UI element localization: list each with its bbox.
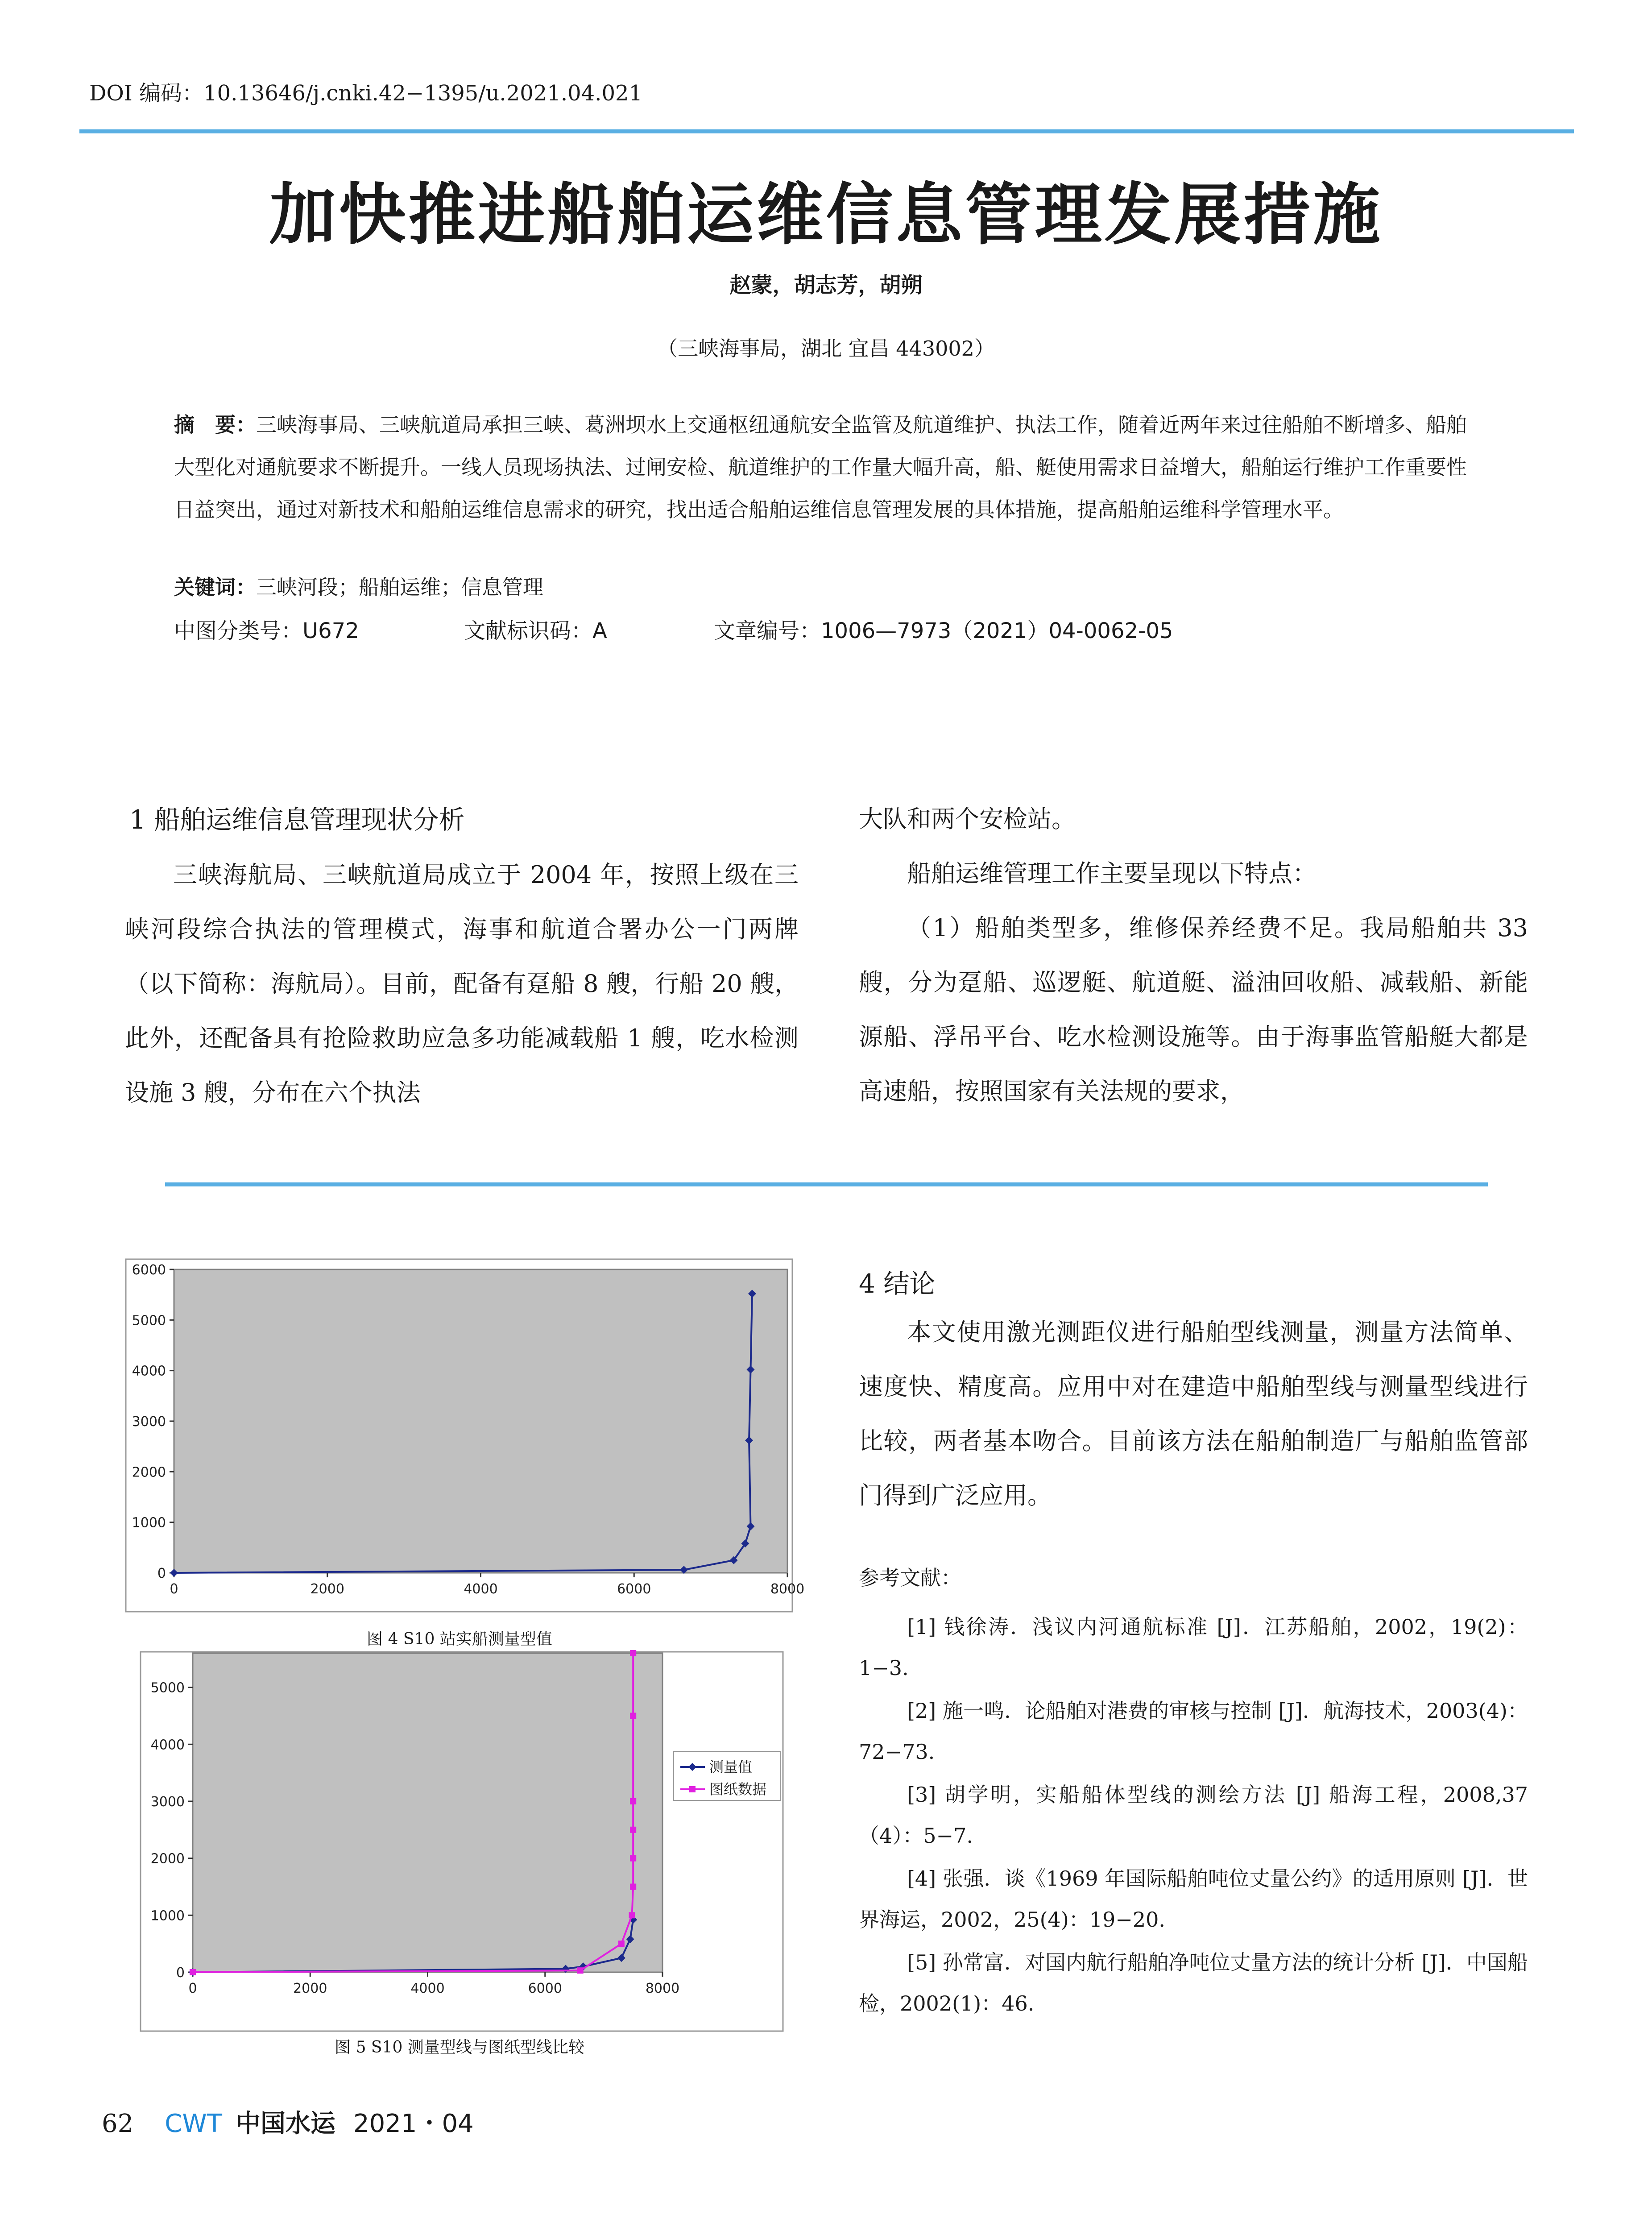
data-point — [630, 1713, 636, 1719]
y-tick-label: 0 — [176, 1965, 185, 1981]
brand-logo: CWT — [165, 2109, 222, 2138]
data-point — [618, 1941, 625, 1947]
section4-paragraph: 本文使用激光测距仪进行船舶型线测量，测量方法简单、速度快、精度高。应用中对在建造中船舶型线与测量型线进行比较，两者基本吻合。目前该方法在船舶制造厂与船舶监管部门得到广泛应用。 — [859, 1318, 1528, 1509]
x-tick-label: 2000 — [310, 1581, 344, 1597]
abstract-text: 三峡海事局、三峡航道局承担三峡、葛洲坝水上交通枢纽通航安全监管及航道维护、执法工作，随着近两年来过往船舶不断增多、船舶大型化对通航要求不断提升。一线人员现场执法、过闸安检、航道维护的工作量大幅升高，船、艇使用需求日益增大，船舶运行维护工作重要性日益突出，通过对新技术和船舶运维信息需求的研究，找出适合船舶运维信息管理发展的具体措施，提高船舶运维科学管理水平。 — [174, 413, 1467, 522]
data-point — [577, 1967, 584, 1974]
y-tick-label: 0 — [157, 1566, 166, 1581]
x-tick-label: 0 — [170, 1581, 178, 1597]
data-point — [630, 1827, 636, 1833]
article-title: 加快推进船舶运维信息管理发展措施 — [269, 175, 1383, 254]
doi-line: DOI 编码：10.13646/j.cnki.42−1395/u.2021.04.021 — [89, 81, 643, 106]
reference-item: [1] 钱徐涛．浅议内河通航标准 [J]．江苏船舶，2002，19(2)：1−3. — [859, 1615, 1528, 1680]
plot-area — [193, 1653, 662, 1972]
figure-4-chart — [125, 1258, 805, 1615]
y-tick-label: 6000 — [132, 1262, 166, 1278]
y-tick-label: 5000 — [132, 1313, 166, 1329]
page-number: 62 — [102, 2109, 134, 2138]
reference-item: [5] 孙常富．对国内航行船舶净吨位丈量方法的统计分析 [J]．中国船检，2002(1)：46. — [859, 1950, 1528, 2015]
page-footer — [102, 2104, 474, 2140]
y-tick-label: 5000 — [150, 1680, 185, 1696]
data-point — [629, 1912, 635, 1918]
authors: 赵蒙，胡志芳，胡朔 — [729, 273, 923, 298]
keywords-text: 三峡河段；船舶运维；信息管理 — [256, 575, 543, 599]
x-tick-label: 4000 — [410, 1981, 445, 1996]
clc-number: 中图分类号：U672 — [174, 618, 359, 643]
x-tick-label: 0 — [188, 1981, 197, 1996]
legend-label: 图纸数据 — [709, 1781, 767, 1798]
data-point — [630, 1798, 636, 1804]
issue-date: 2021・04 — [353, 2109, 474, 2138]
magazine-name: 中国水运 — [235, 2109, 335, 2138]
reference-item: [4] 张强．谈《1969 年国际船舶吨位丈量公约》的适用原则 [J]．世界海运，2002，25(4)：19−20. — [859, 1866, 1528, 1932]
x-tick-label: 4000 — [464, 1581, 498, 1597]
x-tick-label: 6000 — [528, 1981, 562, 1996]
data-point — [630, 1650, 636, 1656]
y-tick-label: 3000 — [150, 1794, 185, 1810]
keywords — [174, 571, 543, 601]
legend-marker — [689, 1786, 696, 1792]
article-number: 文章编号：1006—7973（2021）04-0062-05 — [714, 618, 1173, 643]
section1-heading: 1 船舶运维信息管理现状分析 — [129, 804, 465, 835]
y-tick-label: 1000 — [150, 1908, 185, 1924]
data-point — [630, 1855, 636, 1862]
references-heading: 参考文献： — [859, 1566, 961, 1590]
plot-area — [174, 1269, 787, 1573]
section1-features-intro: 船舶运维管理工作主要呈现以下特点： — [907, 859, 1317, 887]
data-point — [190, 1969, 196, 1975]
y-tick-label: 2000 — [132, 1464, 166, 1480]
legend-label: 测量值 — [709, 1758, 753, 1775]
x-tick-label: 8000 — [770, 1581, 805, 1597]
y-tick-label: 3000 — [132, 1414, 166, 1430]
x-tick-label: 6000 — [617, 1581, 651, 1597]
section4-heading: 4 结论 — [859, 1269, 936, 1299]
data-point — [630, 1883, 636, 1890]
x-tick-label: 2000 — [293, 1981, 327, 1996]
figure-4-caption: 图 4 S10 站实船测量型值 — [367, 1630, 552, 1648]
section-divider — [165, 1182, 1488, 1186]
section1-paragraph-cont: 大队和两个安检站。 — [859, 805, 1076, 833]
section1-feature-1: （1）船舶类型多，维修保养经费不足。我局船舶共 33 艘，分为趸船、巡逻艇、航道艇、溢油回收船、减载船、新能源船、浮吊平台、吃水检测设施等。由于海事监管船艇大都是高速船，按照国家有关法规的要求， — [859, 914, 1528, 1105]
document-code: 文献标识码：A — [464, 618, 607, 643]
header-divider — [79, 129, 1574, 133]
figure-5-chart — [125, 1651, 794, 2032]
y-tick-label: 4000 — [150, 1737, 185, 1753]
affiliation: （三峡海事局，湖北 宜昌 443002） — [657, 336, 995, 361]
abstract-label: 摘 要： — [174, 413, 256, 437]
abstract — [174, 404, 1477, 531]
y-tick-label: 1000 — [132, 1515, 166, 1531]
x-tick-label: 8000 — [645, 1981, 680, 1996]
y-tick-label: 2000 — [150, 1851, 185, 1867]
reference-item: [2] 施一鸣．论船舶对港费的审核与控制 [J]．航海技术，2003(4)：72−73. — [859, 1699, 1528, 1764]
section1-paragraph: 三峡海航局、三峡航道局成立于 2004 年，按照上级在三峡河段综合执法的管理模式，海事和航道合署办公一门两牌（以下简称：海航局）。目前，配备有趸船 8 艘，行船 20 艘，此外，还配备具有抢险救助应急多功能减载船 1 艘，吃水检测设施 3 艘，分布在六个执法 — [125, 861, 799, 1107]
y-tick-label: 4000 — [132, 1363, 166, 1379]
keywords-label: 关键词： — [174, 575, 256, 599]
reference-item: [3] 胡学明，实船船体型线的测绘方法 [J] 船海工程，2008,37（4）：5−7. — [859, 1783, 1528, 1848]
figure-5-caption: 图 5 S10 测量型线与图纸型线比较 — [335, 2038, 584, 2057]
